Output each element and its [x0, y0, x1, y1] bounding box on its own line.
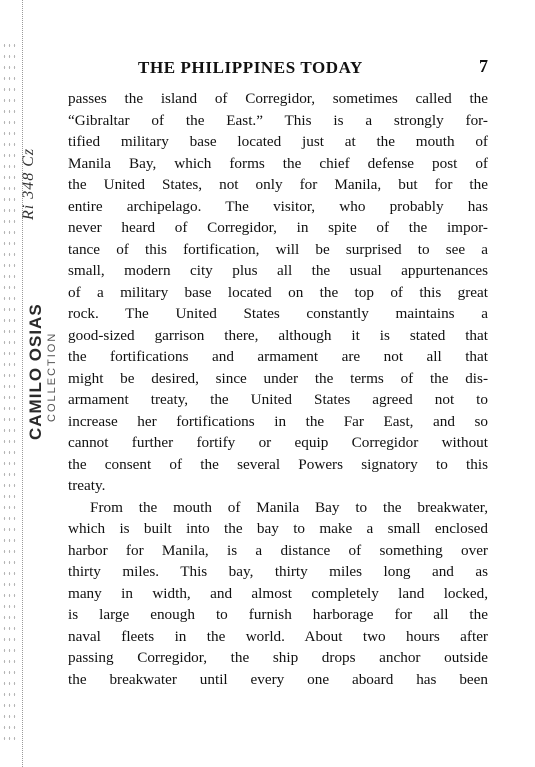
text-line: harbor for Manila, is a distance of something over [68, 541, 488, 559]
text-line: cannot further fortify or equip Corregidor without [68, 434, 488, 451]
text-line: From the mouth of Manila Bay to the breakwater, [90, 498, 488, 516]
body-text [68, 88, 488, 690]
text-line: which is built into the bay to make a small enclosed [68, 520, 488, 537]
text-line: increase her fortifications in the Far East, and so [68, 412, 488, 430]
edge-specks [2, 40, 16, 740]
paragraph-2 [68, 497, 488, 691]
text-line: tance of this fortification, will be surprised to see a [68, 240, 488, 258]
text-line: rock. The United States constantly maintains a [68, 305, 488, 322]
stamp-line1: CAMILO OSIAS [26, 303, 45, 440]
stamp-line2: COLLECTION [46, 331, 58, 422]
text-line: the fortifications and armament are not all that [68, 348, 488, 365]
text-line: the breakwater until every one aboard has been [68, 670, 488, 688]
text-line: is large enough to furnish harborage for all the [68, 606, 488, 623]
text-line: never heard of Corregidor, in spite of the impor- [68, 219, 488, 236]
text-line: passing Corregidor, the ship drops anchor outside [68, 649, 488, 666]
page-header [60, 56, 500, 80]
text-line: the consent of the several Powers signatory to this [68, 455, 488, 473]
text-line: many in width, and almost completely land locked, [68, 584, 488, 602]
text-line: treaty. [68, 477, 106, 494]
page-number: 7 [479, 56, 488, 76]
text-line: tified military base located just at the mouth of [68, 133, 488, 150]
text-line: the United States, not only for Manila, but for the [68, 176, 488, 193]
call-number: Ri 348 Cz [20, 147, 37, 220]
running-title: THE PHILIPPINES TODAY [138, 58, 363, 77]
text-line: of a military base located on the top of this great [68, 283, 488, 301]
text-line: armament treaty, the United States agreed not to [68, 391, 488, 408]
text-line: Manila Bay, which forms the chief defense post of [68, 154, 488, 172]
collection-stamp [26, 303, 58, 440]
text-line: small, modern city plus all the usual appurtenances [68, 262, 488, 279]
text-line: naval fleets in the world. About two hours after [68, 627, 488, 645]
paragraph-1 [68, 88, 488, 497]
text-line: good-sized garrison there, although it is stated that [68, 326, 488, 344]
text-line: entire archipelago. The visitor, who probably has [68, 197, 488, 215]
text-line: “Gibraltar of the East.” This is a strongly for- [68, 111, 488, 129]
text-line: might be desired, since under the terms of the dis- [68, 369, 488, 387]
text-line: thirty miles. This bay, thirty miles long and as [68, 563, 488, 580]
text-line: passes the island of Corregidor, sometimes called the [68, 90, 488, 107]
